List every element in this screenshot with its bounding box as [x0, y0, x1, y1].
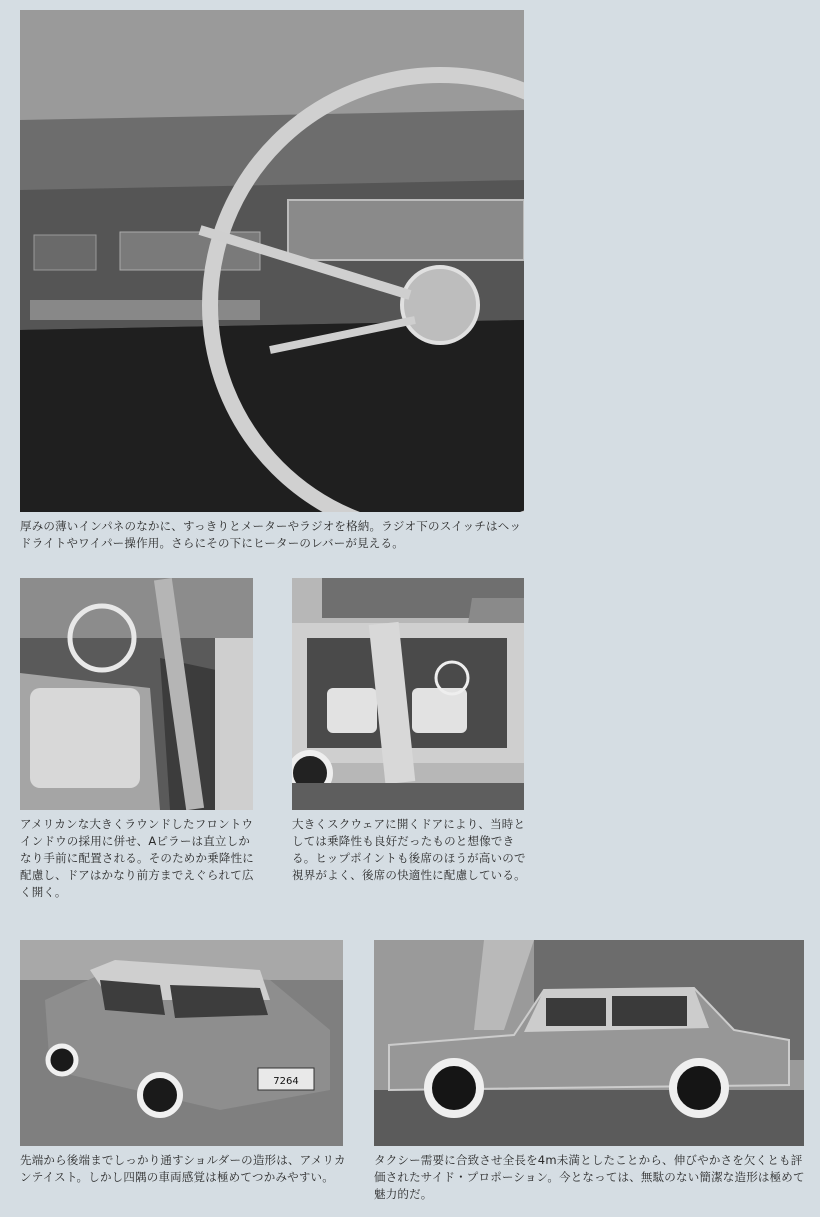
doors-caption: 大きくスクウェアに開くドアにより、当時としては乗降性も良好だったものと想像できる。ヒップポイントも後席のほうが高いので視界がよく、後席の快適性に配慮している。: [292, 817, 526, 882]
side-profile-photo: [374, 940, 804, 1146]
rear-caption: 先端から後端までしっかり通すショルダーの造形は、アメリカンテイスト。しかし四隅の車両感覚は極めてつかみやすい。: [20, 1153, 346, 1184]
dashboard-photo: [20, 10, 524, 512]
rear-three-quarter-photo: [20, 940, 343, 1146]
front-interior-caption: アメリカンな大きくラウンドしたフロントウインドウの採用に併せ、Aピラーは直立しかなり手前に配置される。そのためか乗降性に配慮し、ドアはかなり前方までえぐられて広く開く。: [20, 817, 254, 899]
open-doors-photo: [292, 578, 524, 810]
side-caption: タクシー需要に合致させ全長を4m未満としたことから、伸びやかさを欠くとも評価されたサイド・プロポーション。今となっては、無駄のない簡潔な造形は極めて魅力的だ。: [374, 1153, 805, 1201]
dashboard-caption: 厚みの薄いインパネのなかに、すっきりとメーターやラジオを格納。ラジオ下のスイッチはヘッドライトやワイパー操作用。さらにその下にヒーターのレバーが見える。: [20, 519, 522, 550]
front-interior-photo: [20, 578, 253, 810]
license-plate: 7264: [273, 1076, 299, 1087]
